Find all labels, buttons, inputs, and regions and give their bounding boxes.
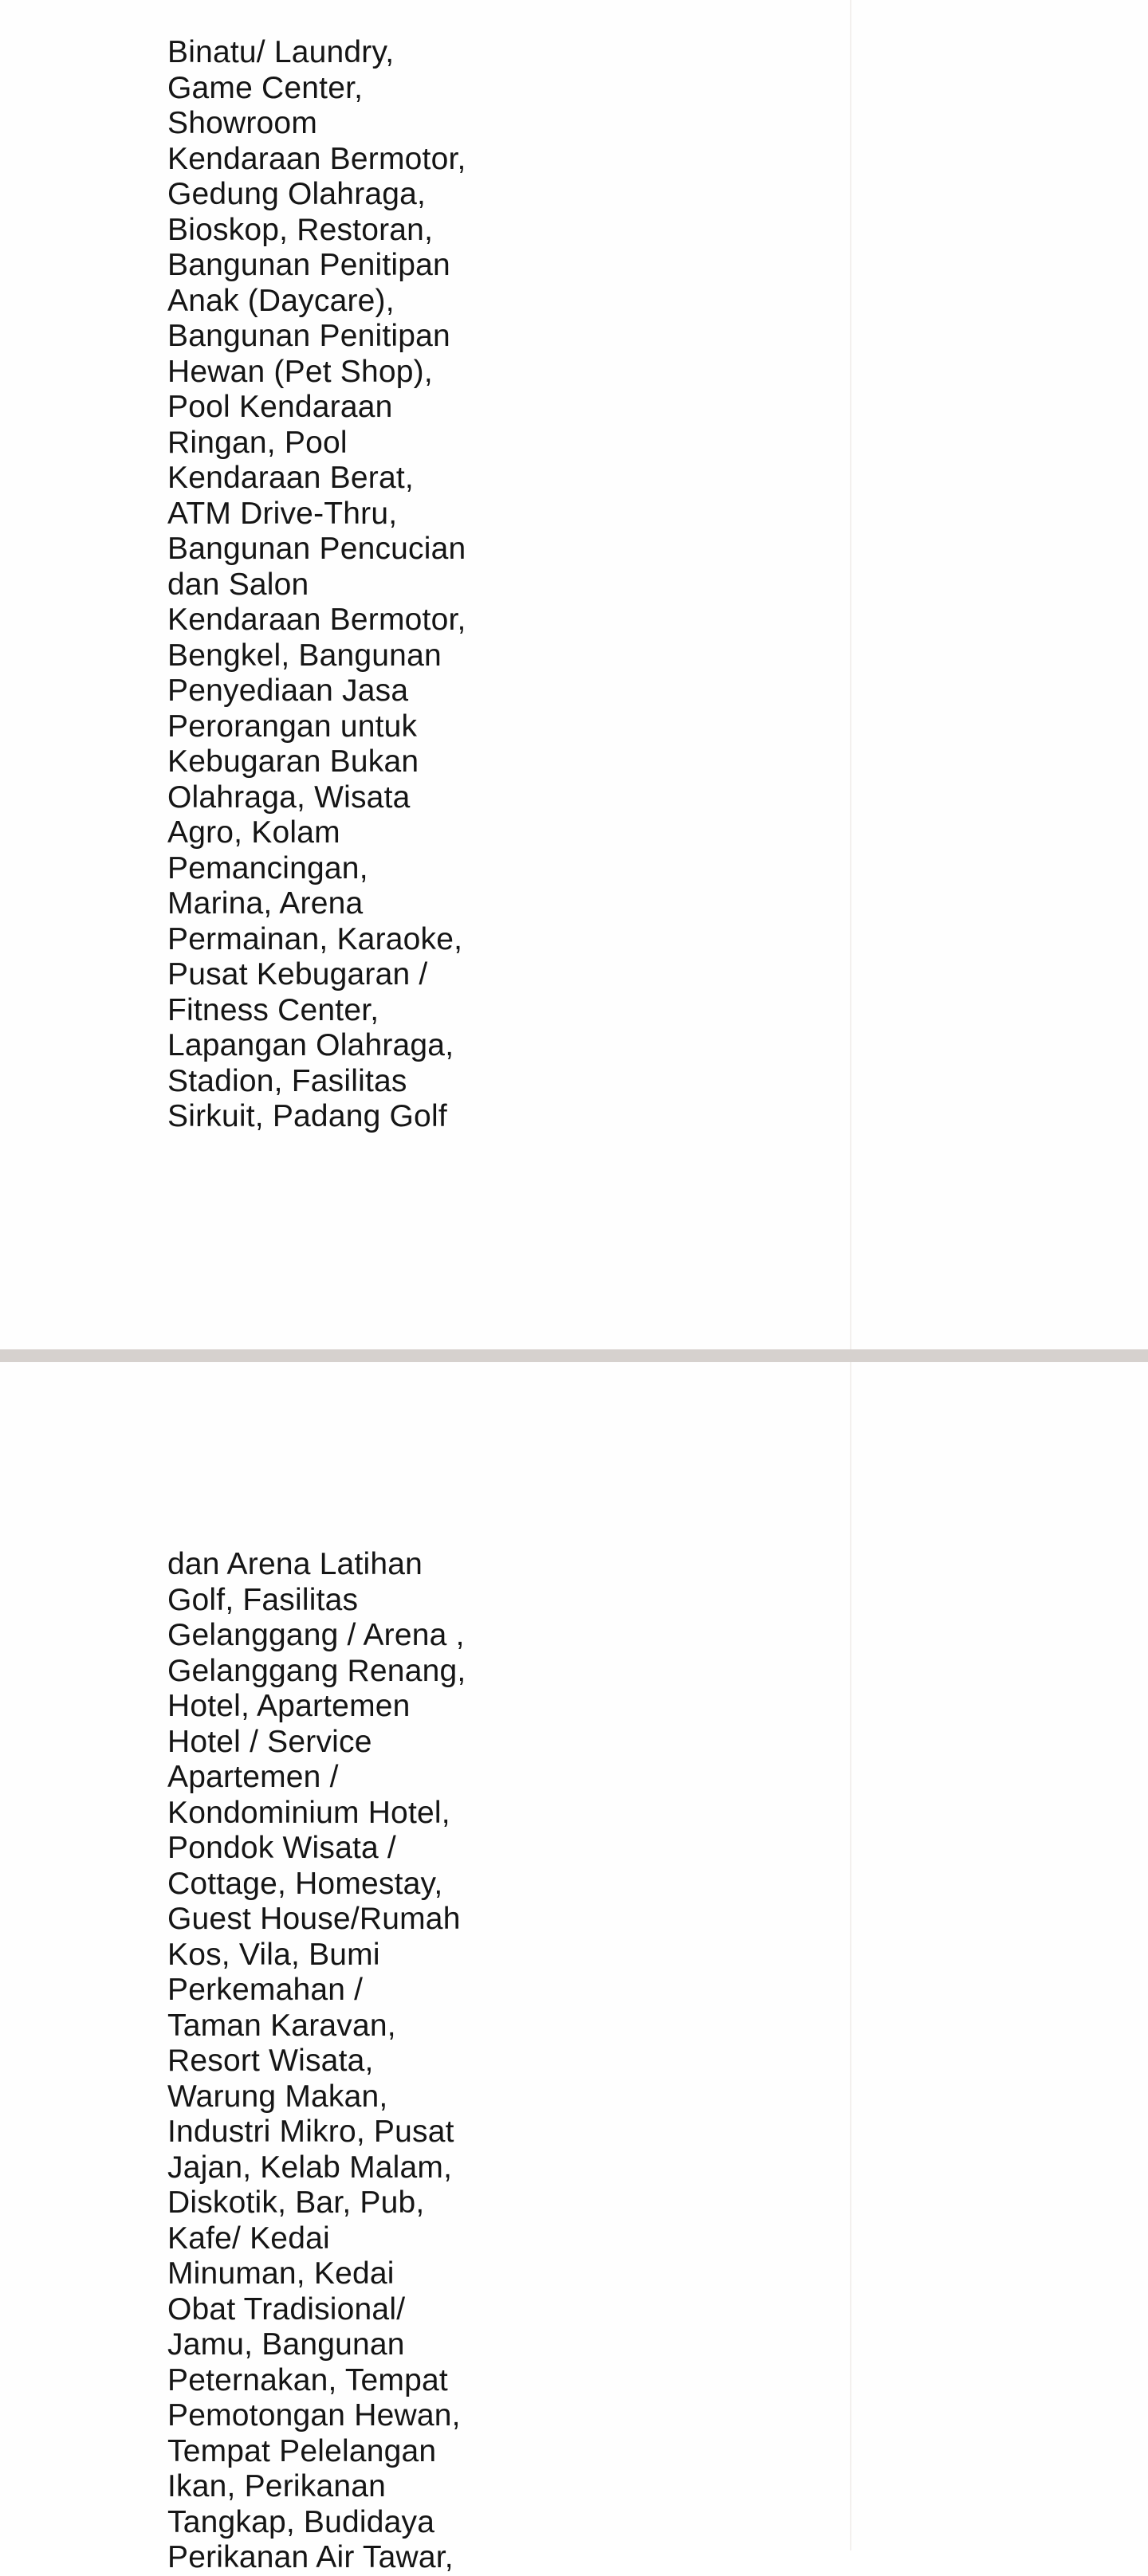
text-line: Agro, Kolam <box>167 815 340 850</box>
text-line: Gelanggang / Arena , <box>167 1618 465 1652</box>
text-line: Anak (Daycare), <box>167 283 395 318</box>
text-line: Ringan, Pool <box>167 425 348 460</box>
page-divider <box>0 1349 1148 1362</box>
page2-text <box>167 1547 466 2576</box>
text-line: Jamu, Bangunan <box>167 2327 405 2362</box>
text-line: Kafe/ Kedai <box>167 2221 330 2256</box>
text-line: Kendaraan Bermotor, <box>167 141 466 176</box>
text-line: Perorangan untuk <box>167 709 418 744</box>
text-line: Kebugaran Bukan <box>167 744 419 779</box>
text-line: Ikan, Perikanan <box>167 2469 387 2503</box>
text-line: Pool Kendaraan <box>167 390 393 424</box>
text-line: Tempat Pelelangan <box>167 2433 437 2468</box>
text-line: Industri Mikro, Pusat <box>167 2115 454 2149</box>
text-line: Bengkel, Bangunan <box>167 638 442 673</box>
text-line: Bangunan Pencucian <box>167 532 466 566</box>
text-line: Peternakan, Tempat <box>167 2362 448 2397</box>
text-line: Stadion, Fasilitas <box>167 1063 407 1098</box>
text-line: Hotel, Apartemen <box>167 1689 411 1723</box>
text-line: Gedung Olahraga, <box>167 177 427 211</box>
text-line: Perikanan Air Tawar, <box>167 2540 454 2574</box>
table-cell-border <box>850 1362 851 2550</box>
text-line: dan Arena Latihan <box>167 1547 423 1581</box>
text-line: Penyediaan Jasa <box>167 673 409 708</box>
text-line: Apartemen / <box>167 1760 339 1794</box>
text-line: Diskotik, Bar, Pub, <box>167 2185 425 2220</box>
text-line: Bangunan Penitipan <box>167 248 450 282</box>
text-line: Hewan (Pet Shop), <box>167 354 433 389</box>
text-line: dan Salon <box>167 567 309 602</box>
text-line: Hotel / Service <box>167 1724 372 1759</box>
text-line: Sirkuit, Padang Golf <box>167 1099 447 1133</box>
text-line: Binatu/ Laundry, <box>167 35 395 69</box>
text-line: Game Center, <box>167 70 364 105</box>
text-line: Cottage, Homestay, <box>167 1866 443 1901</box>
text-line: Pemancingan, <box>167 850 368 886</box>
text-line: Perkemahan / <box>167 1973 364 2007</box>
text-line: Tangkap, Budidaya <box>167 2504 435 2539</box>
text-line: Pemotongan Hewan, <box>167 2398 461 2433</box>
text-line: Kendaraan Berat, <box>167 461 414 495</box>
text-line: Jajan, Kelab Malam, <box>167 2150 453 2185</box>
text-line: Golf, Fasilitas <box>167 1582 359 1617</box>
text-line: Permainan, Karaoke, <box>167 921 463 956</box>
text-line: Marina, Arena <box>167 886 364 921</box>
text-line: Obat Tradisional/ <box>167 2291 406 2327</box>
pdf-page-2 <box>0 1362 1148 2574</box>
text-line: Kondominium Hotel, <box>167 1795 450 1830</box>
text-line: Pondok Wisata / <box>167 1831 396 1865</box>
page1-text <box>167 35 466 1135</box>
text-line: Kendaraan Bermotor, <box>167 603 466 637</box>
text-line: Resort Wisata, <box>167 2044 374 2078</box>
text-line: Minuman, Kedai <box>167 2256 395 2291</box>
text-line: Pusat Kebugaran / <box>167 957 428 992</box>
text-line: Gelanggang Renang, <box>167 1653 466 1688</box>
text-line: Bioskop, Restoran, <box>167 212 434 247</box>
text-line: Bangunan Penitipan <box>167 319 450 353</box>
text-line: Olahraga, Wisata <box>167 779 411 815</box>
text-line: Warung Makan, <box>167 2079 388 2114</box>
table-cell-border <box>850 0 851 1349</box>
text-line: Guest House/Rumah <box>167 1902 461 1936</box>
text-line: Fitness Center, <box>167 992 379 1027</box>
text-line: Showroom <box>167 106 318 140</box>
text-line: Kos, Vila, Bumi <box>167 1937 380 1972</box>
text-line: Lapangan Olahraga, <box>167 1028 454 1062</box>
text-line: Taman Karavan, <box>167 2008 396 2043</box>
text-line: ATM Drive-Thru, <box>167 496 398 531</box>
